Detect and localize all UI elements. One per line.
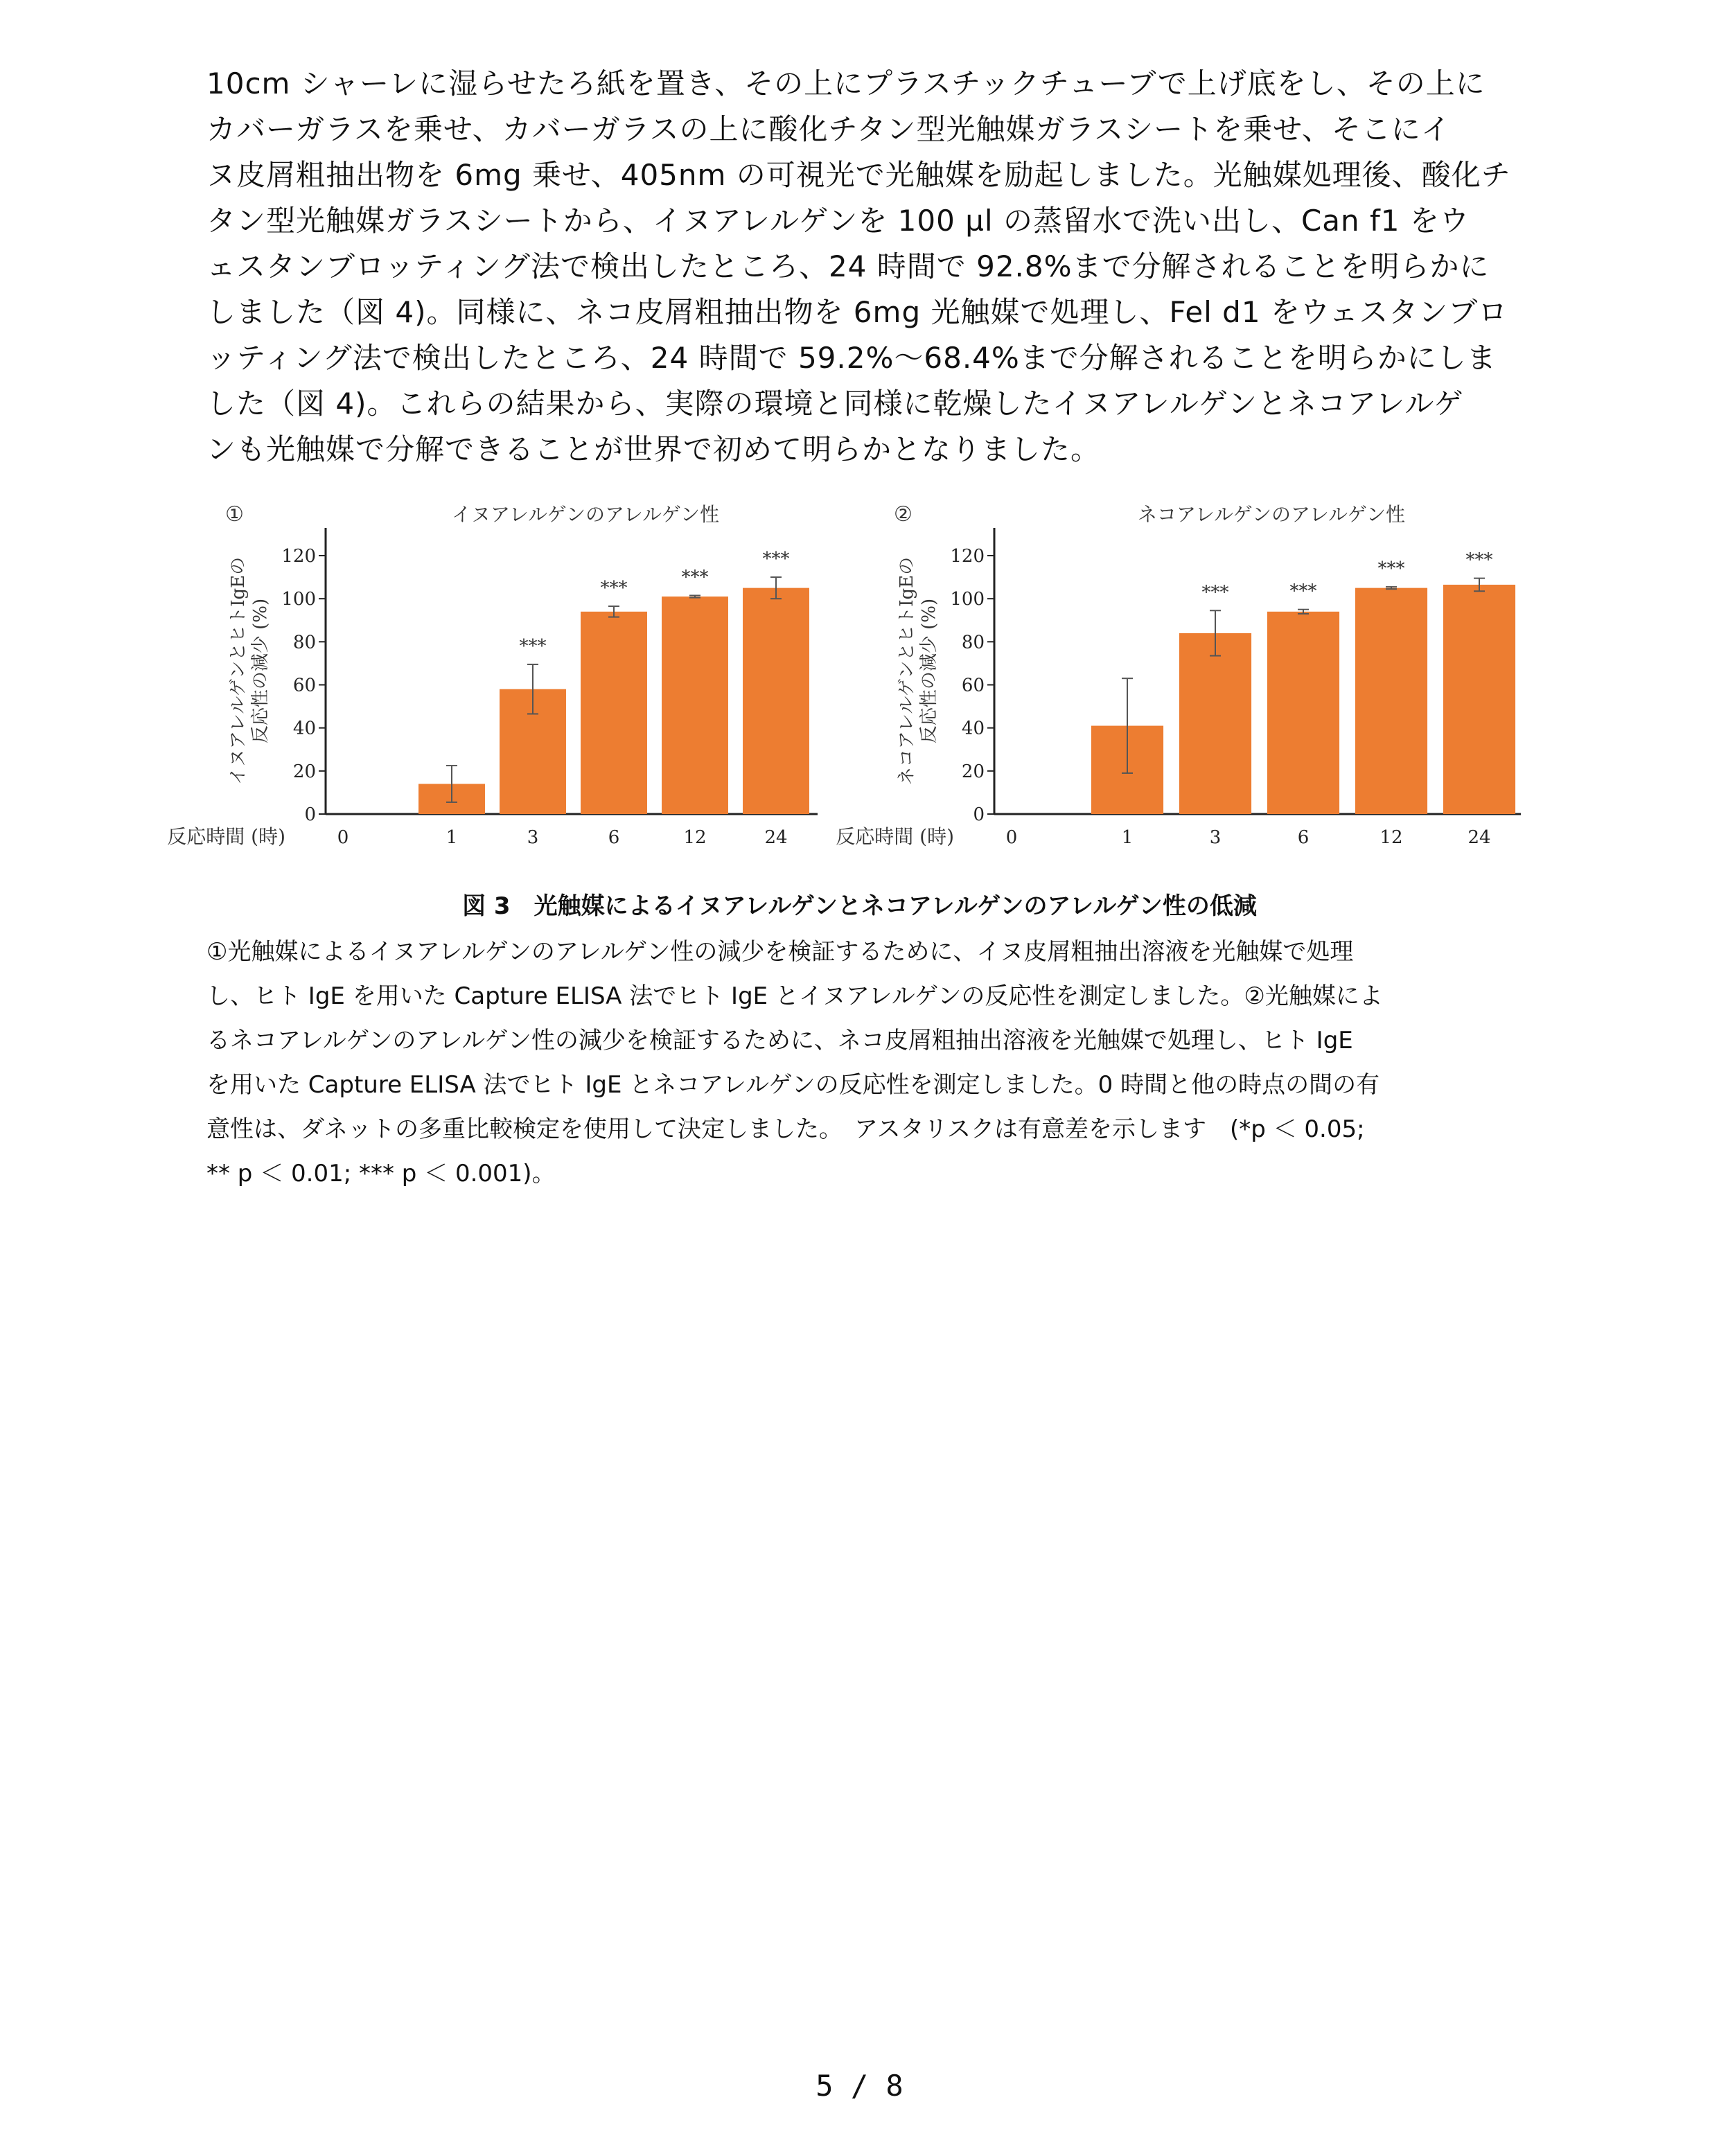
body-line: ッティング法で検出したところ、24 時間で 59.2%～68.4%まで分解されることを明らかにしま (206, 341, 1497, 375)
significance-label: *** (1201, 582, 1229, 603)
cat-allergen-chart-svg (836, 499, 1535, 859)
significance-label: *** (1377, 558, 1405, 580)
figure-caption (206, 930, 1523, 1196)
cat-allergen-chart (836, 499, 1535, 859)
body-line: ンも光触媒で分解できることが世界で初めて明らかとなりました。 (206, 432, 1101, 466)
caption-line: ①光触媒によるイヌアレルゲンのアレルゲン性の減少を検証するために、イヌ皮屑粗抽出溶液を光触媒で処理 (206, 938, 1354, 966)
panel-label: ① (225, 502, 244, 527)
y-tick-label: 100 (281, 589, 316, 610)
bar (1355, 588, 1427, 814)
y-axis-label-line1: イヌアレルゲンとヒトIgEの (228, 556, 249, 786)
body-line: カバーガラスを乗せ、カバーガラスの上に酸化チタン型光触媒ガラスシートを乗せ、そこにイ (206, 112, 1451, 146)
x-tick-label: 12 (683, 827, 707, 848)
body-line: ェスタンブロッティング法で検出したところ、24 時間で 92.8%まで分解されることを明らかに (206, 249, 1490, 283)
x-axis-label: 反応時間 (時) (167, 825, 285, 848)
x-tick-label: 6 (1297, 827, 1310, 848)
significance-label: *** (762, 549, 790, 570)
x-axis-label: 反応時間 (時) (836, 825, 954, 848)
y-axis-label-line2: 反応性の減少 (%) (919, 598, 940, 744)
body-line: 10cm シャーレに湿らせたろ紙を置き、その上にプラスチックチューブで上げ底をし、その上に (206, 67, 1486, 100)
x-tick-label: 0 (1005, 827, 1018, 848)
caption-line: ** p ＜ 0.01; *** p ＜ 0.001)。 (206, 1160, 556, 1187)
y-tick-label: 120 (950, 546, 985, 567)
caption-line: を用いた Capture ELISA 法でヒト IgE とネコアレルゲンの反応性を測定しました。0 時間と他の時点の間の有 (206, 1071, 1380, 1099)
body-line: しました（図 4)。同様に、ネコ皮屑粗抽出物を 6mg 光触媒で処理し、Fel d1 をウェスタンブロ (206, 295, 1508, 329)
body-line: ヌ皮屑粗抽出物を 6mg 乗せ、405nm の可視光で光触媒を励起しました。光触媒処理後、酸化チ (206, 158, 1511, 192)
bar (662, 597, 728, 814)
caption-line: るネコアレルゲンのアレルゲン性の減少を検証するために、ネコ皮屑粗抽出溶液を光触媒で処理し、ヒト IgE (206, 1027, 1353, 1054)
bar (581, 612, 647, 814)
panel-label: ② (894, 502, 913, 527)
y-tick-label: 120 (281, 546, 316, 567)
x-tick-label: 6 (608, 827, 620, 848)
bar (1179, 633, 1251, 814)
significance-label: *** (600, 578, 628, 599)
significance-label: *** (519, 635, 547, 657)
significance-label: *** (681, 567, 709, 588)
x-tick-label: 3 (527, 827, 539, 848)
x-tick-label: 24 (1467, 827, 1491, 848)
x-tick-label: 3 (1209, 827, 1222, 848)
chart-title: ネコアレルゲンのアレルゲン性 (1137, 503, 1406, 526)
y-tick-label: 40 (961, 718, 985, 739)
y-tick-label: 100 (950, 589, 985, 610)
y-tick-label: 20 (961, 761, 985, 782)
x-tick-label: 1 (446, 827, 458, 848)
bar (1267, 612, 1339, 814)
caption-line: 意性は、ダネットの多重比較検定を使用して決定しました。 アスタリスクは有意差を示します (*p ＜ 0.05; (206, 1115, 1365, 1143)
y-axis-label-line1: ネコアレルゲンとヒトIgEの (897, 556, 917, 786)
x-tick-label: 0 (337, 827, 349, 848)
page-number: 5 / 8 (816, 2069, 903, 2103)
y-tick-label: 0 (304, 804, 316, 825)
y-tick-label: 20 (292, 761, 316, 782)
bar (1443, 585, 1515, 814)
y-tick-label: 60 (961, 675, 985, 696)
bar (743, 588, 809, 814)
y-tick-label: 40 (292, 718, 316, 739)
y-tick-label: 0 (973, 804, 985, 825)
body-line: した（図 4)。これらの結果から、実際の環境と同様に乾燥したイヌアレルゲンとネコアレルゲ (206, 387, 1464, 421)
y-tick-label: 60 (292, 675, 316, 696)
dog-allergen-chart-svg (167, 499, 831, 859)
dog-allergen-chart (167, 499, 831, 859)
significance-label: *** (1465, 549, 1493, 571)
figure-caption-title: 図 3 光触媒によるイヌアレルゲンとネコアレルゲンのアレルゲン性の低減 (462, 892, 1257, 920)
chart-title: イヌアレルゲンのアレルゲン性 (451, 503, 720, 526)
x-tick-label: 1 (1121, 827, 1134, 848)
x-tick-label: 24 (764, 827, 788, 848)
significance-label: *** (1289, 581, 1317, 602)
body-paragraph (206, 61, 1523, 472)
y-axis-label-line2: 反応性の減少 (%) (250, 598, 271, 744)
x-tick-label: 12 (1379, 827, 1403, 848)
caption-line: し、ヒト IgE を用いた Capture ELISA 法でヒト IgE とイヌアレルゲンの反応性を測定しました。②光触媒によ (206, 982, 1383, 1010)
body-line: タン型光触媒ガラスシートから、イヌアレルゲンを 100 µl の蒸留水で洗い出し、Can f1 をウ (206, 204, 1470, 238)
y-tick-label: 80 (292, 632, 316, 653)
y-tick-label: 80 (961, 632, 985, 653)
